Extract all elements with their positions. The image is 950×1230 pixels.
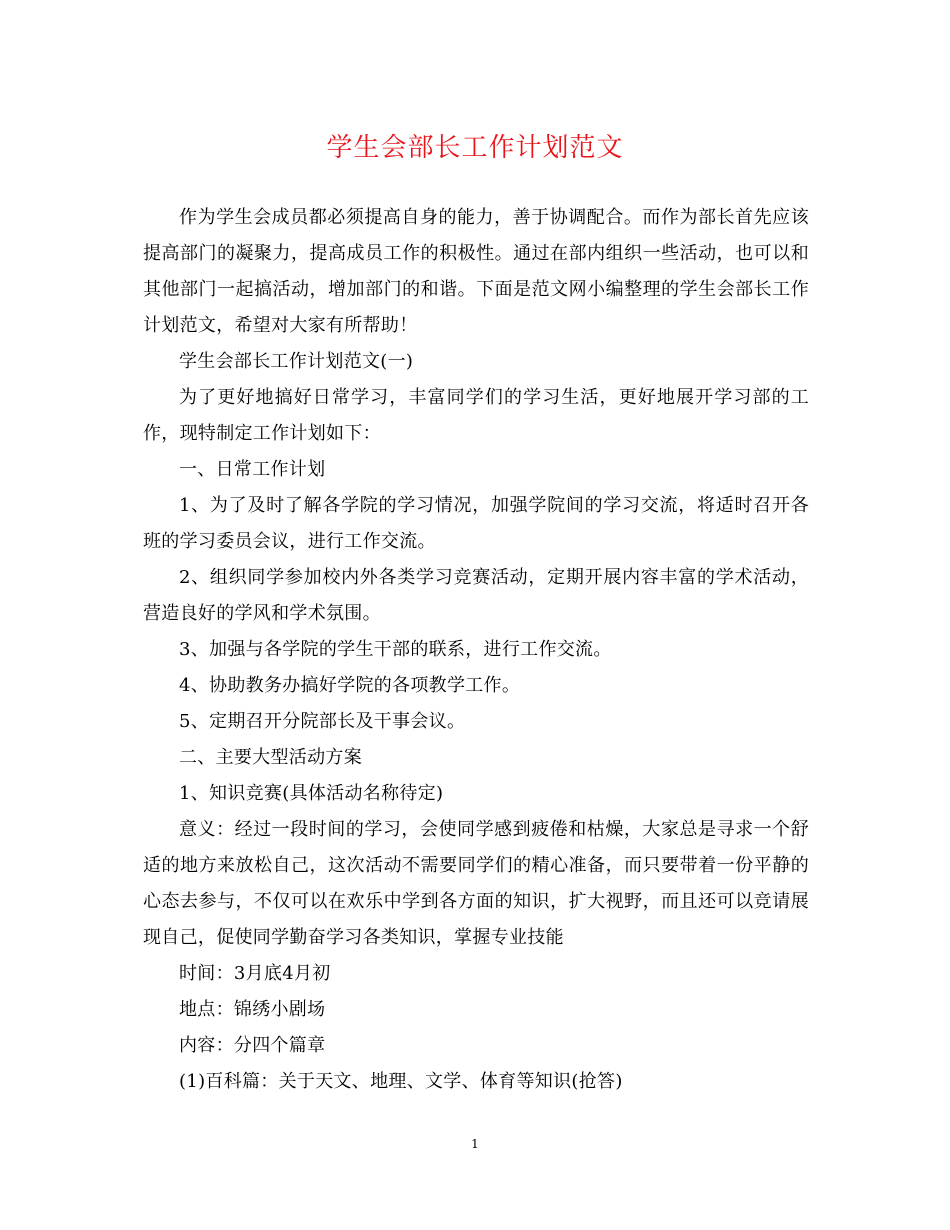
paragraph-location: 地点：锦绣小剧场 — [179, 999, 326, 1020]
paragraph-heading-daily-plan: 一、日常工作计划 — [179, 459, 326, 480]
paragraph-item-5: 5、定期召开分院部长及干事会议。 — [179, 711, 466, 732]
paragraph-item-3: 3、加强与各学院的学生干部的联系，进行工作交流。 — [179, 639, 612, 660]
paragraph-heading-activities: 二、主要大型活动方案 — [179, 747, 362, 768]
paragraph-item-4: 4、协助教务办搞好学院的各项教学工作。 — [179, 675, 521, 696]
paragraph-significance: 意义：经过一段时间的学习，会使同学感到疲倦和枯燥，大家总是寻求一个舒适的地方来放松自己，这次活动不需要同学们的精心准备，而只要带着一份平静的心态去参与，不仅可以在欢乐中学到各方面的知识，扩大视野，而且还可以竞请展现自己，促使同学勤奋学习各类知识，掌握专业技能 — [143, 819, 809, 948]
page-number: 1 — [471, 1137, 479, 1151]
paragraph-content: 内容：分四个篇章 — [179, 1035, 326, 1056]
paragraph-intro: 作为学生会成员都必须提高自身的能力，善于协调配合。而作为部长首先应该提高部门的凝聚力，提高成员工作的积极性。通过在部内组织一些活动，也可以和其他部门一起搞活动，增加部门的和谐。下面是范文网小编整理的学生会部长工作计划范文，希望对大家有所帮助！ — [143, 207, 809, 336]
paragraph-time: 时间：3月底4月初 — [179, 963, 331, 984]
paragraph-purpose: 为了更好地搞好日常学习，丰富同学们的学习生活，更好地展开学习部的工作，现特制定工作计划如下： — [143, 387, 809, 444]
paragraph-item-1: 1、为了及时了解各学院的学习情况，加强学院间的学习交流，将适时召开各班的学习委员会议，进行工作交流。 — [143, 495, 809, 552]
document-body — [143, 200, 809, 1100]
paragraph-item-2: 2、组织同学参加校内外各类学习竞赛活动，定期开展内容丰富的学术活动，营造良好的学风和学术氛围。 — [143, 567, 809, 624]
document-title: 学生会部长工作计划范文 — [326, 133, 624, 163]
paragraph-encyclopedia: (1)百科篇：关于天文、地理、文学、体育等知识(抢答) — [179, 1071, 623, 1092]
paragraph-activity-1: 1、知识竞赛(具体活动名称待定) — [179, 783, 444, 804]
paragraph-section-heading: 学生会部长工作计划范文(一) — [179, 351, 414, 372]
